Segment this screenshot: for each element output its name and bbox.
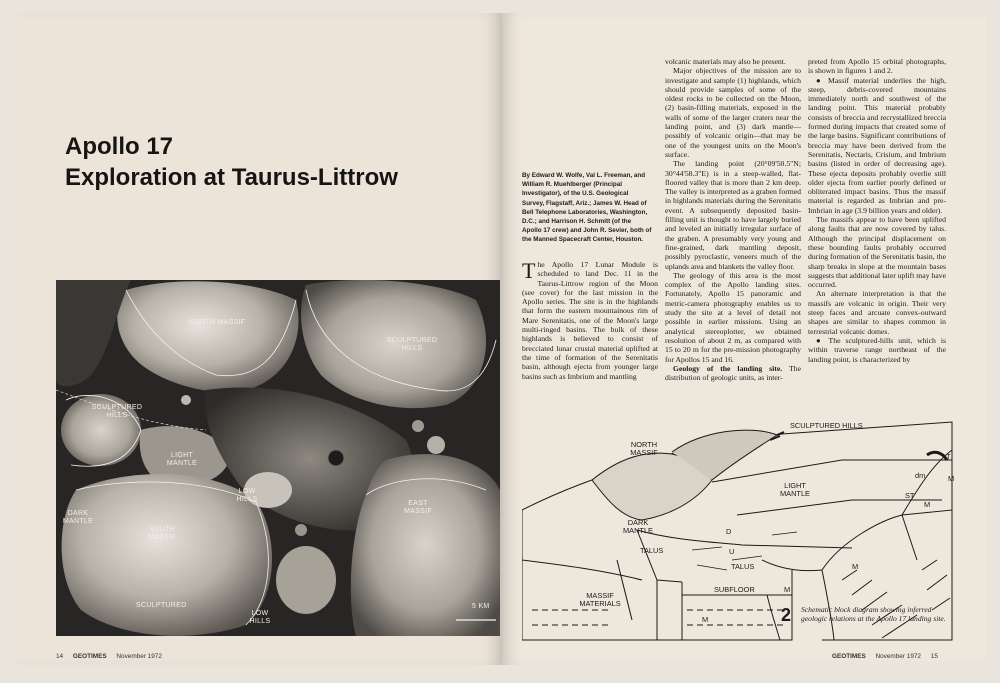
left-page-number: 14 <box>56 653 64 660</box>
diagram-label-m1: M <box>924 500 931 509</box>
diagram-label-m5: M <box>702 615 709 624</box>
left-page-footer <box>56 653 170 660</box>
right-magazine-name: GEOTIMES <box>832 653 866 660</box>
col3-paragraph-5: ● The sculptured-hills unit, which is within traverse range northeast of the landing point, is characterized by <box>808 335 946 364</box>
right-page-footer <box>832 653 946 660</box>
lunar-orbital-photo <box>56 280 500 636</box>
col3-paragraph-3: The massifs appear to have been uplifted along faults that are now covered by talus. Although the principal displacement on these bounding faults probably occurred during formation of the Serenitatis basin, the sharp breaks in slope at the mountain bases suggests that additional later uplift may have occurred. <box>808 215 946 290</box>
diagram-label-t: T <box>946 452 951 461</box>
diagram-label-talus-right: TALUS <box>731 562 755 571</box>
photo-label-south-massif: SOUTH MASSIF <box>148 526 176 541</box>
col1-text: he Apollo 17 Lunar Module is scheduled to land Dec. 11 in the Taurus-Littrow region of the Moon (see cover) for the last mission in the Apollo series. The site is in the highlands that form the eastern mountainous rim of Mare Serenitatis, one of the Moon's large multi-ringed basins. The bulk of these highlands is believed to consist of brecciated lunar crustal material uplifted at the time of formation of the Serenitatis basin, although ejecta from younger large basins such as Imbrium and mantling <box>522 260 658 381</box>
diagram-label-subfloor: SUBFLOOR <box>714 585 755 594</box>
diagram-label-talus-left: TALUS <box>640 546 664 555</box>
title-line-1: Apollo 17 <box>65 133 174 160</box>
col1-paragraph-1 <box>522 260 658 381</box>
photo-label-sculptured-bottom: SCULPTURED <box>136 602 187 609</box>
right-issue-date: November 1972 <box>875 653 921 660</box>
text-column-3 <box>808 57 946 364</box>
col3-paragraph-4: An alternate interpretation is that the massifs are volcanic in origin. Their very steep faces and arcuate convex-outward shapes are similar to shapes common in terrestrial volcanic domes. <box>808 289 946 336</box>
figure-number: 2 <box>781 605 792 625</box>
left-issue-date: November 1972 <box>116 653 162 660</box>
magazine-spread <box>18 13 986 665</box>
photo-label-north-massif: NORTH MASSIF <box>189 319 246 326</box>
photo-label-dark-mantle: DARK MANTLE <box>62 510 94 525</box>
photo-label-sculptured-hills-right: SCULPTURED HILLS <box>386 337 438 352</box>
diagram-label-light-mantle: LIGHT MANTLE <box>780 481 810 498</box>
photo-label-east-massif: EAST MASSIF <box>404 500 432 515</box>
left-magazine-name: GEOTIMES <box>72 653 107 660</box>
figure-caption: Schematic block diagram showing inferred geologic relations at the Apollo 17 landing site. <box>801 605 946 623</box>
col2-paragraph-1: volcanic materials may also be present. <box>665 57 786 66</box>
diagram-label-north-massif: NORTH MASSIF <box>630 440 658 457</box>
col2-paragraph-4: The geology of this area is the most complex of the Apollo landing sites. Fortunately, Apollo 15 panoramic and metric-camera photography enables us to study the site at a level of detail not possible in earlier missions. Using an analytical stereoplotter, we obtained resolution of about 2 m, as compared with 15 to 20 m for the pre-mission photography for Apollos 15 and 16. <box>665 270 801 364</box>
left-page <box>18 13 502 665</box>
col3-paragraph-1: preted from Apollo 15 orbital photographs, is shown in figures 1 and 2. <box>808 57 946 76</box>
text-column-1 <box>522 260 658 381</box>
photo-label-light-mantle: LIGHT MANTLE <box>166 452 198 467</box>
photo-label-sculptured-hills-left: SCULPTURED HILLS <box>91 404 143 419</box>
col3-paragraph-2: ● Massif material underlies the high, steep, debris-covered mountains immediately north and southwest of the landing point. This material probably consists of breccia and recrystallized breccia formed during impacts that created some of the large basins. Significant contributions of breccia may have been derived from the Serenitatis, Nectaris, Crisium, and Imbrium basins (listed in order of decreasing age). These ejecta deposits probably overlie still older ejecta from earlier poorly defined or obliterated impact basins. Thus the massif material is regarded as Imbrian and pre-Imbrian in age (3.9 billion years and older). <box>808 75 946 215</box>
photo-label-low-hills-bottom: LOW HILLS <box>249 610 271 625</box>
photo-scale-label: 5 KM <box>472 603 490 610</box>
diagram-label-sculptured-hills: SCULPTURED HILLS <box>790 421 863 430</box>
col2-paragraph-2: Major objectives of the mission are to investigate and sample (1) highlands, which should provide samples of some of the oldest rocks to be collected on the Moon, (2) basin-filling materials, exposed in the walls of some of the larger craters near the landing point, and (3) dark mantle—possibly of volcanic origin—that may be one of the youngest units on the Moon's surface. <box>665 66 801 159</box>
title-line-2: Exploration at Taurus-Littrow <box>65 164 398 191</box>
diagram-label-st: ST <box>905 491 915 500</box>
diagram-label-m3: M <box>852 562 859 571</box>
article-title <box>65 131 398 193</box>
diagram-label-u: U <box>729 547 735 556</box>
article-byline: By Edward W. Wolfe, Val L. Freeman, and William R. Muehlberger (Principal Investigator), of the U.S. Geological Survey, Flagstaff, Ariz.; James W. Head of Bell Telephone Laboratories, Washington, D.C.; and Harrison H. Schmitt (of the Apollo 17 crew) and John R. Sevier, both of the Manned Spacecraft Center, Houston. <box>522 172 652 244</box>
text-column-2 <box>665 57 801 382</box>
diagram-label-massif-materials: MASSIF MATERIALS <box>579 591 621 608</box>
right-page-number: 15 <box>930 653 938 660</box>
diagram-label-dm: dm <box>915 471 926 480</box>
photo-label-low-hills: LOW HILLS <box>236 488 258 503</box>
col2-paragraph-5 <box>665 364 801 383</box>
col2-paragraph-5-text: The distribution of geologic units, as inter- <box>665 363 801 383</box>
diagram-label-m4: M <box>784 585 791 594</box>
diagram-label-dark-mantle: DARK MANTLE <box>623 518 653 535</box>
diagram-label-d: D <box>726 527 732 536</box>
col2-paragraph-3: The landing point (20°09'50.5"N; 30°44'58.3"E) is in a steep-walled, flat-floored valley that is more than 2 km deep. The valley is interpreted as a graben formed in highlands materials during the Serenitatis event. A subsequently deposited basin-filling unit is thought to have largely buried and leveled an initially irregular surface of the graben. A presumably very young and fine-grained, dark mantling deposit, possibly pyroclastic, veneers much of the uplands area and blankets the valley floor. <box>665 159 801 271</box>
section-heading-geology: Geology of the landing site. <box>673 363 783 373</box>
lunar-photo-image <box>56 280 500 636</box>
diagram-label-m2: M <box>948 474 955 483</box>
drop-cap: T <box>522 258 536 283</box>
